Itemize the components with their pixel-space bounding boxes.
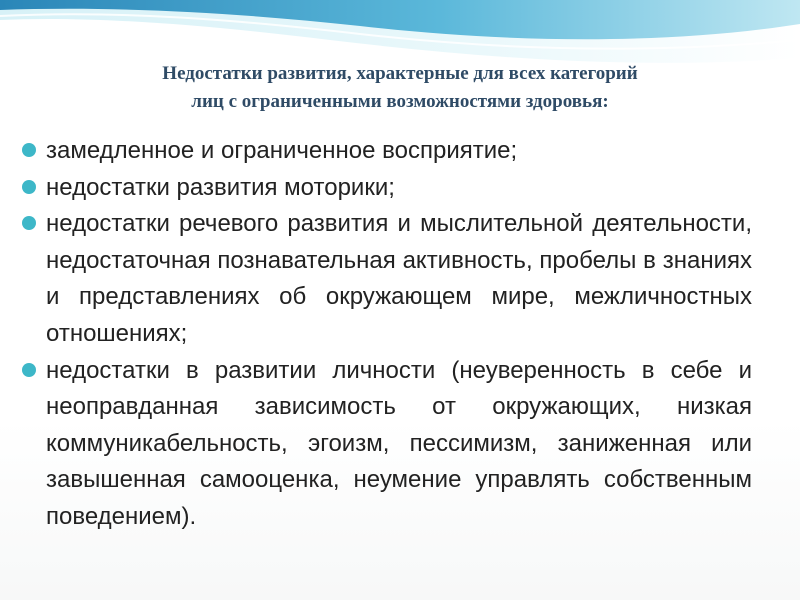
slide-title-line1: Недостатки развития, характерные для всех категорий [162,63,638,84]
bullet-item [20,170,752,207]
slide-title-line2: лиц с ограниченными возможностями здоровья: [191,91,609,112]
bullet-item [20,353,752,536]
bullet-item [20,206,752,352]
bullet-circle-icon [22,180,36,194]
bullet-text: недостатки в развитии личности (неуверенность в себе и неоправданная зависимость от окружающих, низкая коммуникабельность, эгоизм, пессимизм, заниженная или завышенная самооценка, неумение управлять собственным поведением). [46,356,752,530]
bullet-text: недостатки развития моторики; [46,173,395,201]
bullet-circle-icon [22,143,36,157]
slide-title [40,60,760,116]
bullet-circle-icon [22,363,36,377]
bullet-text: замедленное и ограниченное восприятие; [46,137,518,164]
bullet-circle-icon [22,216,36,230]
bullet-item [20,133,752,170]
bullet-text: недостатки речевого развития и мыслительной деятельности, недостаточная познавательная активность, пробелы в знаниях и представлениях об окружающем мире, межличностных отношениях; [46,210,752,347]
bullet-list [20,133,752,536]
